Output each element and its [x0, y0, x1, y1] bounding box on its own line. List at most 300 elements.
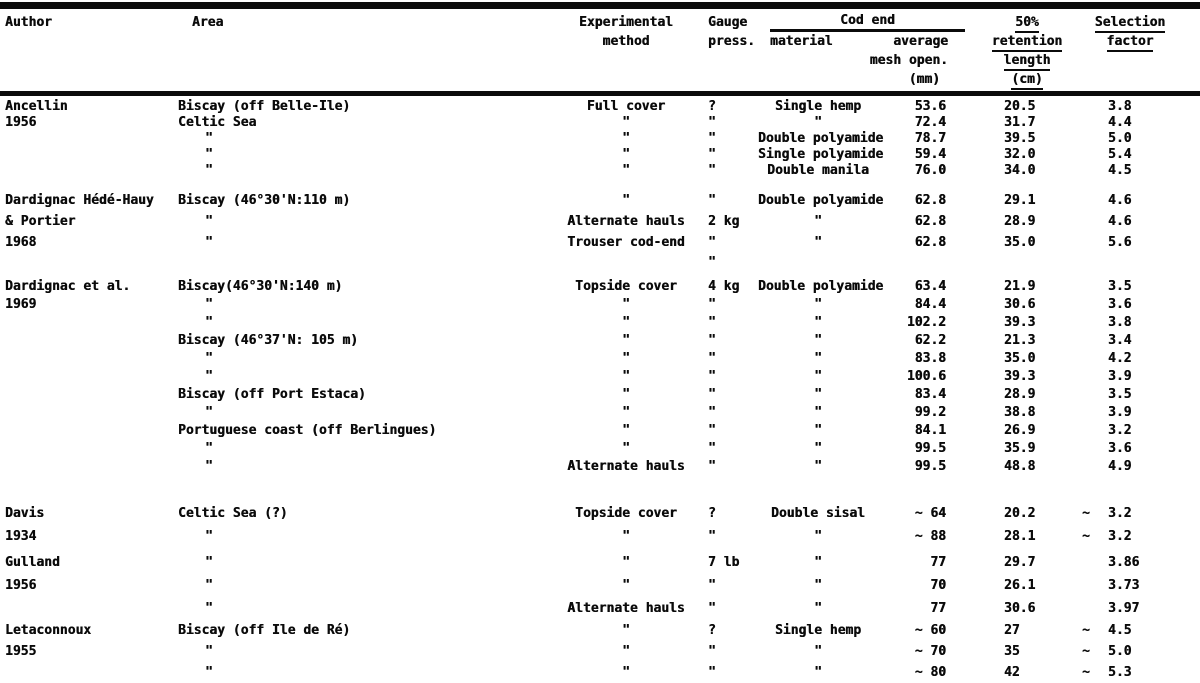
author-cell [0, 597, 178, 620]
area-cell: " [205, 163, 213, 178]
selection-cell [1064, 620, 1200, 641]
selection-cell [1064, 440, 1200, 458]
area-cell: " [205, 297, 213, 312]
retention-cell: 21.9 [1004, 279, 1036, 294]
table-row [0, 404, 1200, 422]
table-row [0, 525, 1200, 548]
retention-cell: 27 [1004, 623, 1020, 638]
approx-tilde: ~ [1082, 529, 1090, 544]
gauge-cell: " [708, 665, 716, 680]
retention-cell: 32.0 [1004, 147, 1036, 162]
mesh-cell: 102.2 [906, 315, 946, 330]
selection-cell [1064, 115, 1200, 131]
col-header-area-label: Area [192, 15, 224, 30]
method-cell: " [622, 529, 630, 544]
table-row [0, 147, 1200, 163]
gauge-cell: " [708, 387, 716, 402]
material-cell: " [814, 555, 822, 570]
selection-value: 3.9 [1108, 405, 1132, 420]
selection-cell [1064, 296, 1200, 314]
selection-value: 3.86 [1108, 555, 1140, 570]
gauge-cell: " [708, 423, 716, 438]
col-header-average: average [893, 34, 948, 49]
author-cell [0, 350, 178, 368]
area-cell: Biscay (off Port Estaca) [178, 387, 366, 402]
method-cell: " [622, 315, 630, 330]
author-cell [0, 314, 178, 332]
gauge-cell: " [708, 315, 716, 330]
mesh-cell: ~ 70 [914, 644, 946, 659]
material-cell: " [814, 115, 822, 130]
gauge-cell: " [708, 131, 716, 146]
selection-value: 3.9 [1108, 369, 1132, 384]
material-cell: " [814, 333, 822, 348]
mesh-cell: 83.8 [914, 351, 946, 366]
table-row [0, 314, 1200, 332]
col-header-author [0, 13, 178, 32]
retention-cell: 20.2 [1004, 506, 1036, 521]
area-cell: " [205, 405, 213, 420]
mesh-cell: 100.6 [906, 369, 946, 384]
mesh-cell: 70 [930, 578, 946, 593]
method-cell: " [622, 333, 630, 348]
approx-tilde: ~ [1082, 644, 1090, 659]
table-row [0, 99, 1200, 115]
method-cell: Full cover [586, 99, 666, 114]
approx-tilde [1082, 551, 1108, 574]
selection-value: 3.2 [1108, 506, 1132, 521]
table-row [0, 574, 1200, 597]
selection-cell [1064, 404, 1200, 422]
selection-value: 5.4 [1108, 147, 1132, 162]
col-header-gauge-pressure: Gauge press. [708, 15, 755, 49]
material-cell: Single polyamide [758, 147, 884, 162]
method-cell: " [622, 623, 630, 638]
author-cell [0, 368, 178, 386]
retention-cell: 26.1 [1004, 578, 1036, 593]
author-cell [0, 458, 178, 476]
selection-cell [1064, 422, 1200, 440]
approx-tilde [1082, 232, 1108, 253]
selection-value: 3.5 [1108, 387, 1132, 402]
area-cell: " [205, 644, 213, 659]
selection-cell [1064, 211, 1200, 232]
mesh-cell: 77 [930, 601, 946, 616]
material-cell: " [814, 578, 822, 593]
table-row [0, 368, 1200, 386]
method-cell: " [622, 131, 630, 146]
material-cell: Double sisal [771, 506, 865, 521]
col-header-material: material [770, 34, 833, 49]
selection-value: 4.6 [1108, 193, 1132, 208]
material-cell: " [814, 529, 822, 544]
area-cell: Celtic Sea (?) [178, 506, 288, 521]
table-row [0, 232, 1200, 253]
retention-cell: 38.8 [1004, 405, 1036, 420]
selection-value: 4.4 [1108, 115, 1132, 130]
gauge-cell: " [708, 193, 716, 208]
area-cell: " [205, 601, 213, 616]
table-row [0, 163, 1200, 179]
method-cell: " [622, 147, 630, 162]
author-cell: & Portier [5, 214, 76, 229]
author-cell: 1956 [5, 115, 37, 130]
selectivity-table [0, 2, 1200, 680]
selection-value: 4.9 [1108, 459, 1132, 474]
material-cell: " [814, 297, 822, 312]
selection-value: 3.6 [1108, 297, 1132, 312]
retention-cell: 35.9 [1004, 441, 1036, 456]
selection-value: 5.6 [1108, 235, 1132, 250]
retention-cell: 35.0 [1004, 235, 1036, 250]
method-cell: Alternate hauls [567, 601, 685, 616]
area-cell: " [205, 131, 213, 146]
area-cell: " [205, 315, 213, 330]
table-row [0, 620, 1200, 641]
table-row [0, 211, 1200, 232]
selection-cell [1064, 232, 1200, 253]
gauge-cell: " [708, 297, 716, 312]
mesh-cell: 76.0 [914, 163, 946, 178]
mesh-cell: 84.4 [914, 297, 946, 312]
table-row [0, 458, 1200, 476]
mesh-cell: ~ 64 [914, 506, 946, 521]
gauge-cell: " [708, 115, 716, 130]
material-cell: Double polyamide [758, 279, 884, 294]
author-group [0, 502, 1200, 548]
mesh-cell: 72.4 [914, 115, 946, 130]
author-cell: Dardignac et al. [5, 279, 131, 294]
approx-tilde [1082, 253, 1108, 273]
method-cell: Topside cover [575, 506, 677, 521]
selection-cell [1064, 190, 1200, 211]
gauge-cell: ? [708, 99, 716, 114]
author-cell: 1969 [5, 297, 37, 312]
method-cell: " [622, 441, 630, 456]
table-row [0, 296, 1200, 314]
selection-value: 5.3 [1108, 665, 1132, 680]
author-cell: Dardignac Hédé-Hauy [5, 193, 154, 208]
gauge-cell: " [708, 578, 716, 593]
method-cell: " [622, 423, 630, 438]
selection-cell [1064, 163, 1200, 179]
retention-cell: 28.1 [1004, 529, 1036, 544]
material-cell: Double polyamide [758, 193, 884, 208]
area-cell: " [205, 441, 213, 456]
selection-cell [1064, 386, 1200, 404]
selection-cell [1064, 278, 1200, 296]
author-cell: 1956 [5, 578, 37, 593]
area-cell: " [205, 459, 213, 474]
material-cell: " [814, 423, 822, 438]
approx-tilde [1082, 163, 1108, 179]
gauge-cell: " [708, 644, 716, 659]
selection-cell [1064, 597, 1200, 620]
mesh-cell: 99.2 [914, 405, 946, 420]
retention-cell [954, 253, 1064, 273]
method-cell: " [622, 405, 630, 420]
selection-value: 4.5 [1108, 623, 1132, 638]
method-cell: Topside cover [575, 279, 677, 294]
selection-cell [1064, 551, 1200, 574]
selection-value: 4.5 [1108, 163, 1132, 178]
area-cell: Biscay (46°30'N:110 m) [178, 193, 351, 208]
cod-end-title: Cod end [770, 13, 965, 32]
approx-tilde: ~ [1082, 623, 1090, 638]
author-group [0, 620, 1200, 683]
author-cell [0, 404, 178, 422]
mesh-cell: 62.2 [914, 333, 946, 348]
approx-tilde [1082, 147, 1108, 163]
col-header-mesh-open: mesh open. [869, 53, 948, 68]
table-body [0, 99, 1200, 683]
table-row [0, 190, 1200, 211]
retention-cell: 26.9 [1004, 423, 1036, 438]
selection-cell [1064, 332, 1200, 350]
material-cell: " [814, 665, 822, 680]
approx-tilde [1082, 350, 1108, 368]
retention-cell: 35.0 [1004, 351, 1036, 366]
gauge-cell: " [708, 147, 716, 162]
selection-cell [1064, 502, 1200, 525]
area-cell: " [205, 555, 213, 570]
selection-cell [1064, 147, 1200, 163]
approx-tilde [1082, 314, 1108, 332]
approx-tilde [1082, 440, 1108, 458]
retention-cell: 34.0 [1004, 163, 1036, 178]
selection-value: 3.2 [1108, 423, 1132, 438]
material-cell: Double polyamide [758, 131, 884, 146]
gauge-cell: 7 lb [708, 555, 740, 570]
selection-value: 3.8 [1108, 99, 1132, 114]
gauge-cell: ? [708, 506, 716, 521]
mesh-cell [894, 253, 954, 273]
table-row [0, 422, 1200, 440]
gauge-cell: " [708, 235, 716, 250]
retention-cell: 39.5 [1004, 131, 1036, 146]
selection-value: 3.97 [1108, 601, 1140, 616]
selection-cell [1064, 253, 1200, 273]
retention-cell: 29.7 [1004, 555, 1036, 570]
selection-cell [1064, 131, 1200, 147]
area-cell: Biscay(46°30'N:140 m) [178, 279, 343, 294]
retention-cell: 29.1 [1004, 193, 1036, 208]
approx-tilde [1082, 458, 1108, 476]
method-cell: Alternate hauls [567, 214, 685, 229]
method-cell: " [622, 387, 630, 402]
gauge-cell: " [708, 163, 716, 178]
author-cell [0, 163, 178, 179]
method-cell: Alternate hauls [567, 459, 685, 474]
selection-cell [1064, 525, 1200, 548]
material-cell: " [814, 351, 822, 366]
material-cell: " [814, 405, 822, 420]
gauge-cell: " [708, 405, 716, 420]
material-cell: " [814, 459, 822, 474]
author-group [0, 99, 1200, 179]
mesh-cell: ~ 60 [914, 623, 946, 638]
table-row [0, 131, 1200, 147]
selection-value: 3.6 [1108, 441, 1132, 456]
author-group [0, 278, 1200, 476]
table-row [0, 502, 1200, 525]
approx-tilde [1082, 115, 1108, 131]
selection-cell [1064, 350, 1200, 368]
retention-cell: 28.9 [1004, 387, 1036, 402]
gauge-cell: " [708, 351, 716, 366]
area-cell: " [205, 665, 213, 680]
col-header-selection-factor: Selection factor [1064, 13, 1200, 89]
approx-tilde: ~ [1082, 506, 1090, 521]
mesh-cell: 78.7 [914, 131, 946, 146]
mesh-cell: ~ 88 [914, 529, 946, 544]
area-cell: " [205, 235, 213, 250]
area-cell: Portuguese coast (off Berlingues) [178, 423, 437, 438]
retention-cell: 35 [1004, 644, 1020, 659]
area-cell: " [205, 578, 213, 593]
area-cell: " [205, 369, 213, 384]
selection-value: 3.2 [1108, 529, 1132, 544]
gauge-cell: " [708, 601, 716, 616]
selection-cell [1064, 641, 1200, 662]
author-cell [0, 147, 178, 163]
gauge-cell: " [708, 255, 716, 270]
method-cell: " [622, 351, 630, 366]
gauge-cell: ? [708, 623, 716, 638]
area-cell: Biscay (46°37'N: 105 m) [178, 333, 359, 348]
table-row [0, 440, 1200, 458]
material-cell: " [814, 235, 822, 250]
gauge-cell: " [708, 369, 716, 384]
area-cell: Biscay (off Ile de Ré) [178, 623, 351, 638]
selection-cell [1064, 458, 1200, 476]
mesh-cell: 62.8 [914, 193, 946, 208]
author-cell: 1968 [5, 235, 37, 250]
mesh-cell: 83.4 [914, 387, 946, 402]
retention-cell: 31.7 [1004, 115, 1036, 130]
table-header [0, 13, 1200, 96]
retention-cell: 39.3 [1004, 369, 1036, 384]
table-row [0, 332, 1200, 350]
author-cell [0, 253, 178, 273]
author-group [0, 190, 1200, 273]
method-cell: " [622, 369, 630, 384]
mesh-cell: 62.8 [914, 235, 946, 250]
gauge-cell: " [708, 529, 716, 544]
material-cell: Single hemp [774, 99, 862, 114]
area-cell: " [205, 351, 213, 366]
approx-tilde [1082, 131, 1108, 147]
method-cell: " [622, 644, 630, 659]
col-header-mm-unit: (mm) [908, 72, 940, 87]
area-cell: Biscay (off Belle-Ile) [178, 99, 351, 114]
area-cell [178, 253, 538, 273]
retention-cell: 42 [1004, 665, 1020, 680]
method-cell: " [622, 555, 630, 570]
author-cell: Letaconnoux [5, 623, 92, 638]
author-cell: Davis [5, 506, 45, 521]
col-header-author-label: Author [5, 15, 52, 30]
gauge-cell: " [708, 459, 716, 474]
selection-value: 3.5 [1108, 279, 1132, 294]
method-cell: " [622, 115, 630, 130]
area-cell: " [205, 147, 213, 162]
selection-cell [1064, 314, 1200, 332]
material-cell [758, 253, 894, 273]
material-cell: " [814, 369, 822, 384]
mesh-cell: 77 [930, 555, 946, 570]
approx-tilde [1082, 368, 1108, 386]
mesh-cell: 53.6 [914, 99, 946, 114]
method-cell: " [622, 578, 630, 593]
material-cell: " [814, 387, 822, 402]
table-row [0, 350, 1200, 368]
author-cell: Ancellin [5, 99, 68, 114]
selection-value: 3.8 [1108, 315, 1132, 330]
approx-tilde [1082, 422, 1108, 440]
selection-value: 5.0 [1108, 644, 1132, 659]
col-header-retention-length: 50% retention length (cm) [954, 13, 1064, 89]
retention-cell: 30.6 [1004, 297, 1036, 312]
approx-tilde [1082, 296, 1108, 314]
selection-cell [1064, 574, 1200, 597]
selection-cell [1064, 368, 1200, 386]
col-header-area [178, 13, 538, 32]
material-cell: " [814, 315, 822, 330]
scanned-table-page [0, 2, 1200, 680]
approx-tilde [1082, 332, 1108, 350]
retention-cell: 28.9 [1004, 214, 1036, 229]
table-row [0, 386, 1200, 404]
mesh-cell: ~ 80 [914, 665, 946, 680]
selection-value: 4.6 [1108, 214, 1132, 229]
author-cell [0, 131, 178, 147]
table-row [0, 115, 1200, 131]
retention-cell: 21.3 [1004, 333, 1036, 348]
col-header-experimental-method: Experimental method [579, 15, 673, 49]
author-cell [0, 422, 178, 440]
approx-tilde [1082, 99, 1108, 115]
approx-tilde [1082, 211, 1108, 232]
author-cell: 1955 [5, 644, 37, 659]
gauge-cell: 4 kg [708, 279, 740, 294]
retention-cell: 20.5 [1004, 99, 1036, 114]
material-cell: " [814, 441, 822, 456]
approx-tilde [1082, 386, 1108, 404]
gauge-cell: 2 kg [708, 214, 740, 229]
method-cell [538, 253, 702, 273]
author-cell: 1934 [5, 529, 37, 544]
method-cell: " [622, 193, 630, 208]
table-row [0, 597, 1200, 620]
mesh-cell: 99.5 [914, 459, 946, 474]
col-header-cod-end [758, 13, 954, 89]
approx-tilde [1082, 190, 1108, 211]
mesh-cell: 99.5 [914, 441, 946, 456]
approx-tilde [1082, 278, 1108, 296]
top-rule [0, 2, 1200, 9]
table-row [0, 551, 1200, 574]
mesh-cell: 62.8 [914, 214, 946, 229]
area-cell: " [205, 214, 213, 229]
author-cell [0, 386, 178, 404]
approx-tilde [1082, 597, 1108, 620]
area-cell: Celtic Sea [178, 115, 257, 130]
material-cell: Single hemp [774, 623, 862, 638]
retention-cell: 39.3 [1004, 315, 1036, 330]
author-cell [0, 332, 178, 350]
gauge-cell: " [708, 441, 716, 456]
